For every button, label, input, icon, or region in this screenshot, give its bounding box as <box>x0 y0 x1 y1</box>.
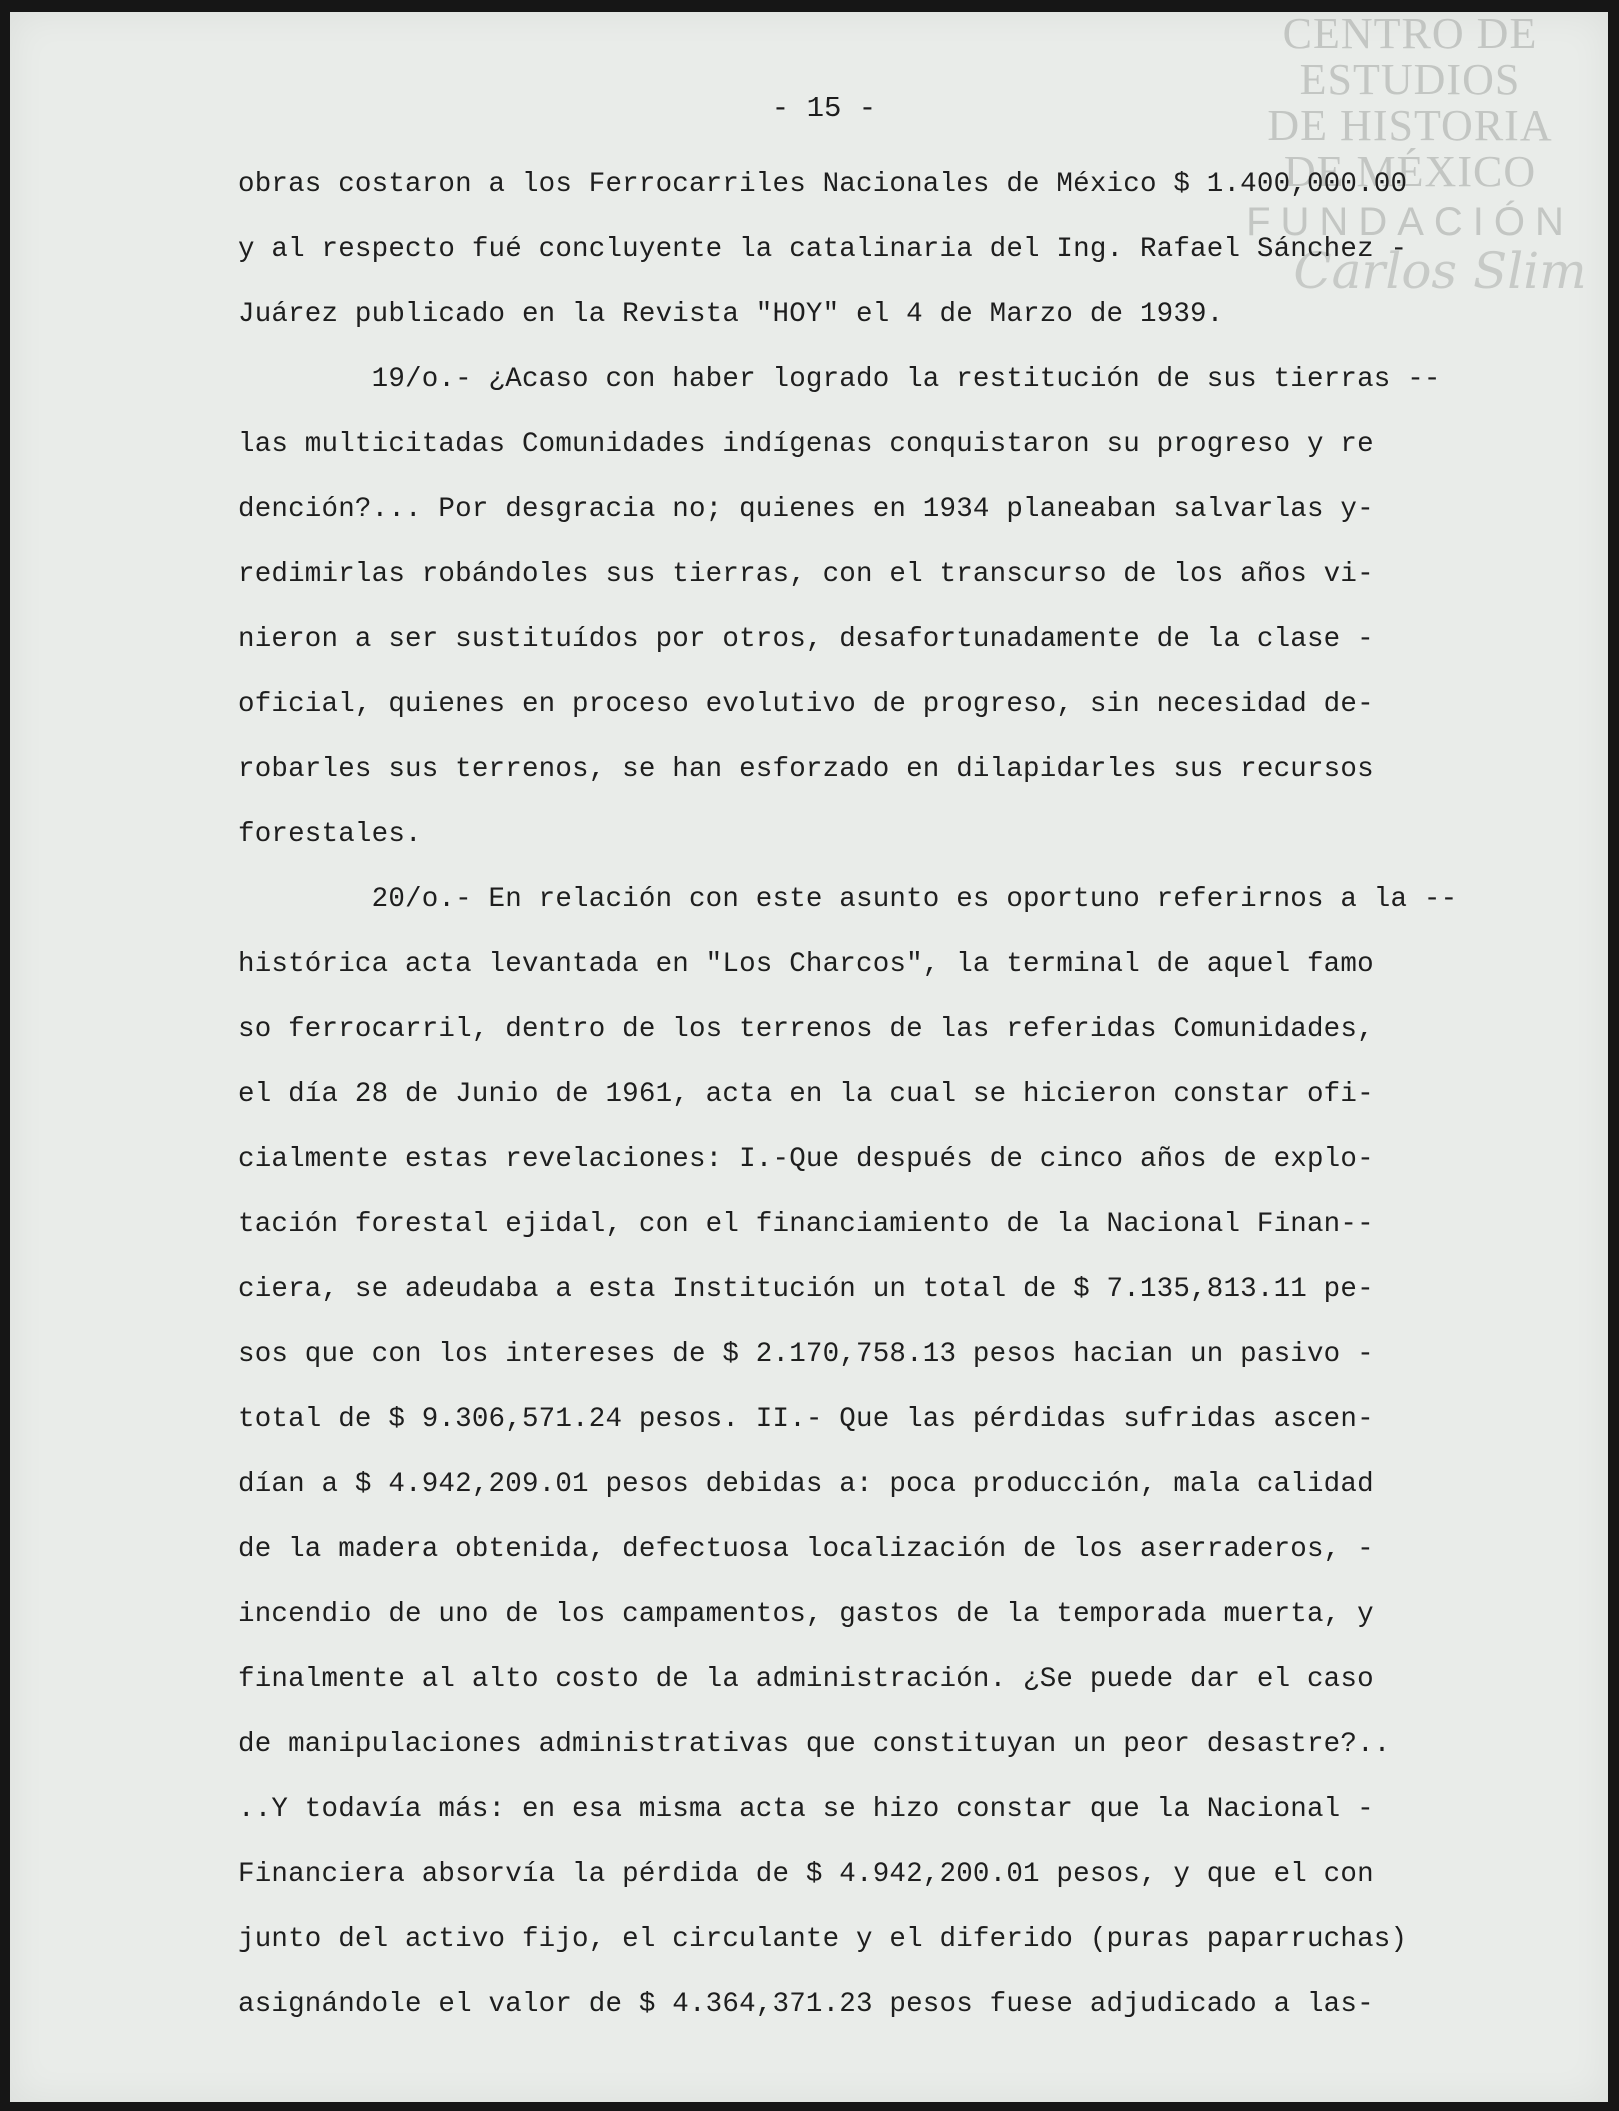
text-line: dían a $ 4.942,209.01 pesos debidas a: poca producción, mala calidad <box>238 1469 1374 1500</box>
text-line: Financiera absorvía la pérdida de $ 4.942,200.01 pesos, y que el con <box>238 1859 1374 1890</box>
page-number: - 15 - <box>771 92 877 125</box>
text-line: de la madera obtenida, defectuosa localización de los aserraderos, - <box>238 1534 1374 1565</box>
text-line: tación forestal ejidal, con el financiamiento de la Nacional Finan-- <box>238 1209 1374 1240</box>
text-line: cialmente estas revelaciones: I.-Que después de cinco años de explo- <box>238 1144 1374 1175</box>
text-line: incendio de uno de los campamentos, gastos de la temporada muerta, y <box>238 1599 1374 1630</box>
text-line: oficial, quienes en proceso evolutivo de progreso, sin necesidad de- <box>238 689 1374 720</box>
text-line: 19/o.- ¿Acaso con haber logrado la restitución de sus tierras -- <box>238 364 1441 395</box>
text-line: y al respecto fué concluyente la catalinaria del Ing. Rafael Sánchez - <box>238 234 1408 265</box>
text-line: las multicitadas Comunidades indígenas conquistaron su progreso y re <box>238 429 1374 460</box>
text-line: dención?... Por desgracia no; quienes en 1934 planeaban salvarlas y- <box>238 494 1374 525</box>
text-line: de manipulaciones administrativas que constituyan un peor desastre?.. <box>238 1729 1391 1760</box>
text-line: finalmente al alto costo de la administración. ¿Se puede dar el caso <box>238 1664 1374 1695</box>
text-line: forestales. <box>238 819 422 850</box>
text-line: so ferrocarril, dentro de los terrenos de las referidas Comunidades, <box>238 1014 1374 1045</box>
text-line: nieron a ser sustituídos por otros, desafortunadamente de la clase - <box>238 624 1374 655</box>
watermark-line-4: DE MÉXICO <box>1283 147 1537 196</box>
text-line: ..Y todavía más: en esa misma acta se hizo constar que la Nacional - <box>238 1794 1374 1825</box>
watermark-signature: Carlos Slim <box>1293 242 1587 300</box>
watermark-line-3: DE HISTORIA <box>1267 101 1553 150</box>
text-line: total de $ 9.306,571.24 pesos. II.- Que las pérdidas sufridas ascen- <box>238 1404 1374 1435</box>
text-line: ciera, se adeudaba a esta Institución un total de $ 7.135,813.11 pe- <box>238 1274 1374 1305</box>
text-line: redimirlas robándoles sus tierras, con el transcurso de los años vi- <box>238 559 1374 590</box>
typewritten-body <box>238 152 1578 2037</box>
text-line: 20/o.- En relación con este asunto es oportuno referirnos a la -- <box>238 884 1458 915</box>
text-line: junto del activo fijo, el circulante y el diferido (puras paparruchas) <box>238 1924 1408 1955</box>
document-page <box>10 12 1608 2102</box>
text-line: sos que con los intereses de $ 2.170,758.13 pesos hacian un pasivo - <box>238 1339 1374 1370</box>
watermark-line-1: CENTRO DE <box>1282 12 1538 58</box>
watermark-line-5: FUNDACIÓN <box>1246 200 1574 244</box>
text-line: el día 28 de Junio de 1961, acta en la cual se hicieron constar ofi- <box>238 1079 1374 1110</box>
text-line: obras costaron a los Ferrocarriles Nacionales de México $ 1.400,000.00 <box>238 169 1408 200</box>
text-line: histórica acta levantada en "Los Charcos", la terminal de aquel famo <box>238 949 1374 980</box>
text-line: asignándole el valor de $ 4.364,371.23 pesos fuese adjudicado a las- <box>238 1989 1374 2020</box>
text-line: Juárez publicado en la Revista "HOY" el 4 de Marzo de 1939. <box>238 299 1224 330</box>
text-line: robarles sus terrenos, se han esforzado en dilapidarles sus recursos <box>238 754 1374 785</box>
watermark-line-2: ESTUDIOS <box>1299 55 1521 104</box>
